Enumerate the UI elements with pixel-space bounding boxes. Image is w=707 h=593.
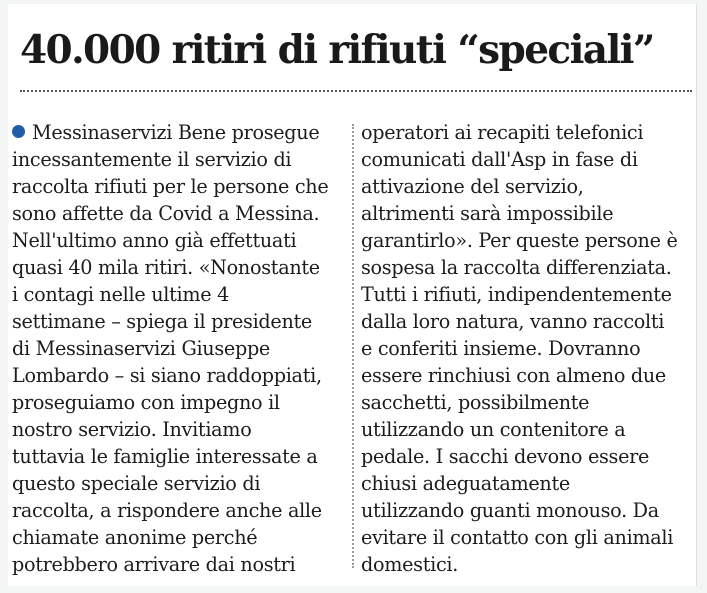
article-line: potrebbero arrivare dai nostri <box>12 553 296 576</box>
article-line <box>12 119 357 146</box>
article-line: essere rinchiusi con almeno due <box>361 364 666 387</box>
article-line: evitare il contatto con gli animali <box>361 526 674 549</box>
headline-divider <box>20 90 692 92</box>
article-line: sospesa la raccolta differenziata. <box>361 256 672 279</box>
article-line: i contagi nelle ultime 4 <box>12 283 229 306</box>
article-line: incessantemente il servizio di <box>12 148 292 171</box>
article-line: utilizzando guanti monouso. Da <box>361 499 659 522</box>
article-headline: 40.000 ritiri di rifiuti “speciali” <box>20 27 654 73</box>
article-line: nostro servizio. Invitiamo <box>12 418 252 441</box>
article-line: quasi 40 mila ritiri. «Nonostante <box>12 256 320 279</box>
article-line: chiamate anonime perché <box>12 526 258 549</box>
article-line: attivazione del servizio, <box>361 175 584 198</box>
article-line: altrimenti sarà impossibile <box>361 202 614 225</box>
article-line: proseguiamo con impegno il <box>12 391 280 414</box>
article-line: settimane – spiega il presidente <box>12 310 312 333</box>
article-line: Lombardo – si siano raddoppiati, <box>12 364 322 387</box>
article-line: pedale. I sacchi devono essere <box>361 445 650 468</box>
article-line: e conferiti insieme. Dovranno <box>361 337 641 360</box>
article-line: chiusi adeguatamente <box>361 472 570 495</box>
article-column-left <box>12 119 357 578</box>
article-line: di Messinaservizi Giuseppe <box>12 337 270 360</box>
article-line: garantirlo». Per queste persone è <box>361 229 678 252</box>
article-line: raccolta, a rispondere anche alle <box>12 499 322 522</box>
article-line: utilizzando un contenitore a <box>361 418 626 441</box>
article-line: dalla loro natura, vanno raccolti <box>361 310 665 333</box>
article-line: Tutti i rifiuti, indipendentemente <box>361 283 672 306</box>
article-line: sono affette da Covid a Messina. <box>12 202 320 225</box>
article-line: operatori ai recapiti telefonici <box>361 121 644 144</box>
article-column-right <box>361 119 696 578</box>
article-line-text: Messinaservizi Bene prosegue <box>32 121 320 144</box>
article-line: domestici. <box>361 553 459 576</box>
bullet-icon <box>12 125 25 138</box>
article-line: comunicati dall'Asp in fase di <box>361 148 638 171</box>
article-line: raccolta rifiuti per le persone che <box>12 175 329 198</box>
article-line: tuttavia le famiglie interessate a <box>12 445 318 468</box>
article-line: Nell'ultimo anno già effettuati <box>12 229 297 252</box>
article-line: questo speciale servizio di <box>12 472 261 495</box>
article-line: sacchetti, possibilmente <box>361 391 590 414</box>
